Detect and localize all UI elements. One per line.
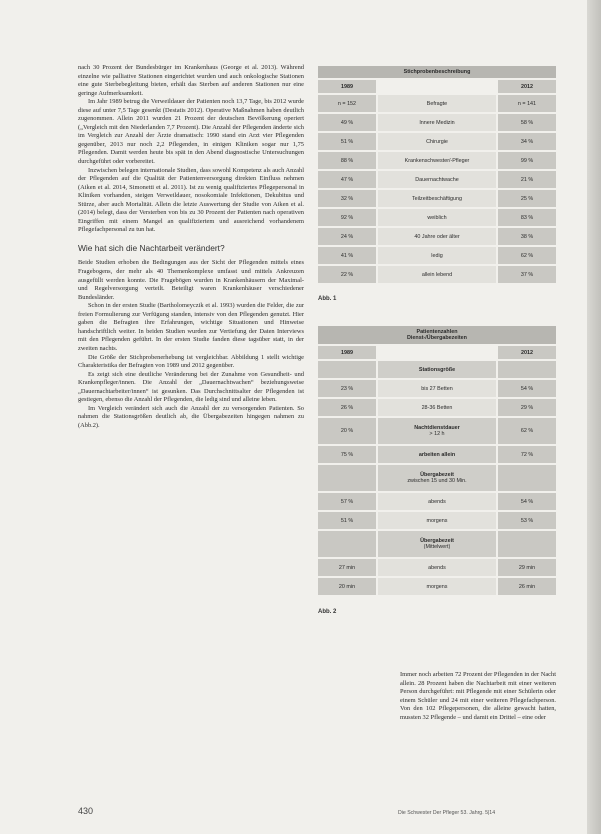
cell-left: 92 % bbox=[318, 209, 376, 226]
cell-left: 20 % bbox=[318, 418, 376, 444]
paragraph: nach 30 Prozent der Bundesbürger im Krankenhaus (George et al. 2013). Während einzelne wie palliative Stationen eingerichtet wurden und auch onkologische Stationen eine gute Sterbebegleitung bieten, erhält das Sterben auf anderen Stationen nur eine geringe Aufmerksamkeit. bbox=[78, 64, 304, 97]
cell-right: 62 % bbox=[498, 418, 556, 444]
section-row bbox=[318, 531, 556, 559]
cell-right: 83 % bbox=[498, 209, 556, 226]
footer: Die Schwester Der Pfleger 53. Jahrg. 5|14 bbox=[398, 810, 496, 816]
cell-label: allein lebend bbox=[378, 266, 496, 283]
table-row bbox=[318, 114, 556, 133]
table-title-line: Dienst-/Übergabezeiten bbox=[407, 335, 467, 341]
cell-right: 29 % bbox=[498, 399, 556, 416]
cell-left: 24 % bbox=[318, 228, 376, 245]
cell-left: 88 % bbox=[318, 152, 376, 169]
section-subtitle: (Mittelwert) bbox=[423, 544, 451, 550]
cell-label: Krankenschwester/-Pfleger bbox=[378, 152, 496, 169]
cell-label: abends bbox=[378, 559, 496, 576]
cell-right: 34 % bbox=[498, 133, 556, 150]
cell-left: 32 % bbox=[318, 190, 376, 207]
table-row bbox=[318, 152, 556, 171]
cell-left: 20 min bbox=[318, 578, 376, 595]
cell-right: 37 % bbox=[498, 266, 556, 283]
cell-left: 27 min bbox=[318, 559, 376, 576]
cell-left: 22 % bbox=[318, 266, 376, 283]
table-title bbox=[318, 326, 556, 346]
year-right: 2012 bbox=[498, 346, 556, 359]
cell-left: 41 % bbox=[318, 247, 376, 264]
figure-caption: Abb. 2 bbox=[318, 609, 337, 615]
cell-label: 28-36 Betten bbox=[378, 399, 496, 416]
table-row bbox=[318, 399, 556, 418]
table-year-header bbox=[318, 346, 556, 361]
cell-left: 26 % bbox=[318, 399, 376, 416]
table-row bbox=[318, 95, 556, 114]
section-subtitle: zwischen 15 und 30 Min. bbox=[407, 478, 467, 484]
cell-label: 40 Jahre oder älter bbox=[378, 228, 496, 245]
table-row bbox=[318, 380, 556, 399]
page-number: 430 bbox=[78, 806, 94, 816]
cell-right: 62 % bbox=[498, 247, 556, 264]
table-row bbox=[318, 266, 556, 285]
cell-label: weiblich bbox=[378, 209, 496, 226]
paragraph: Beide Studien erhoben die Bedingungen aus der Sicht der Pflegenden mittels eines Fragebogens, der mehr als 40 Themenkomplexe umfasst und mittels Ankreuzen ausgefüllt werden konnte. Die Fragebögen wurden in Krankenhäusern der Maximal- und Regelversorgung verteilt. Beteiligt waren Krankenhäuser verschiedener Bundesländer. bbox=[78, 259, 304, 301]
section-title: Übergabezeit bbox=[420, 538, 454, 544]
cell-left: 51 % bbox=[318, 133, 376, 150]
section-label bbox=[378, 465, 496, 491]
table-stichprobe bbox=[318, 66, 556, 285]
table-row bbox=[318, 446, 556, 465]
cell-right: 54 % bbox=[498, 493, 556, 510]
section-heading: Wie hat sich die Nachtarbeit verändert? bbox=[78, 242, 225, 253]
section-title: Nachtdienstdauer bbox=[414, 425, 460, 431]
table-row bbox=[318, 133, 556, 152]
paragraph: Schon in der ersten Studie (Bartholomeyczik et al. 1993) wurden die Felder, die zur freien Formulierung zur Verfügung standen, intensiv von den Pflegenden genutzt. Hier gaben die Befragten ihre Erfahrungen, wichtige Situationen und Hinweise handschriftlich weiter. In beiden Studien wurden zur Vertiefung der Daten Interviews mit den Pflegenden geführt. In der ersten Studie fanden diese tagsüber statt, in der zweiten nachts. bbox=[78, 302, 304, 352]
section-label: Stationsgröße bbox=[378, 361, 496, 378]
table-title-line: Patientenzahlen bbox=[416, 329, 458, 335]
table-row bbox=[318, 190, 556, 209]
cell-label: abends bbox=[378, 493, 496, 510]
cell-left: n = 152 bbox=[318, 95, 376, 112]
year-left: 1989 bbox=[318, 346, 376, 359]
cell-left: 51 % bbox=[318, 512, 376, 529]
section-title: Übergabezeit bbox=[420, 472, 454, 478]
table-row bbox=[318, 228, 556, 247]
cell-right: 25 % bbox=[498, 190, 556, 207]
paragraph: Im Jahr 1989 betrug die Verweildauer der Patienten noch 13,7 Tage, bis 2012 wurde diese auf unter 7,5 Tage gesenkt (Destatis 2012). Operative Maßnahmen haben deutlich zugenommen. Allein 2011 wurden 21 Prozent der deutschen Bevölkerung operiert („Vergleich mit den Niederlanden 7,7 Prozent). Die Anzahl der Pflegenden änderte sich im Vergleich zur Anzahl der Ärzte dramatisch: 1990 stand ein Arzt vier Pflegenden gegenüber, 2013 nur noch 2,2 Pflegenden, in einigen Kliniken sogar nur 1,75 Pflegenden. Damit werden heute bis spät in den Abend diagnostische Untersuchungen durchgeführt oder vorbereitet. bbox=[78, 98, 304, 166]
cell-label: morgens bbox=[378, 512, 496, 529]
left-column bbox=[78, 64, 304, 430]
cell-label: bis 27 Betten bbox=[378, 380, 496, 397]
table-row bbox=[318, 418, 556, 446]
section-row bbox=[318, 361, 556, 380]
cell-right: 99 % bbox=[498, 152, 556, 169]
table-patientenzahlen bbox=[318, 326, 556, 597]
table-row bbox=[318, 578, 556, 597]
cell-left: 47 % bbox=[318, 171, 376, 188]
right-column bbox=[400, 671, 556, 723]
cell-label: Dauernachtwache bbox=[378, 171, 496, 188]
cell-left: 57 % bbox=[318, 493, 376, 510]
table-row bbox=[318, 493, 556, 512]
year-spacer bbox=[378, 346, 496, 359]
table-row bbox=[318, 559, 556, 578]
cell-right: 29 min bbox=[498, 559, 556, 576]
paragraph: Die Größe der Stichprobenerhebung ist vergleichbar. Abbildung 1 stellt wichtige Charakteristika der Befragten von 1989 und 2012 gegenüber. bbox=[78, 353, 304, 370]
cell-right: 58 % bbox=[498, 114, 556, 131]
section-label bbox=[378, 531, 496, 557]
cell-left: 75 % bbox=[318, 446, 376, 463]
page-edge bbox=[587, 0, 601, 834]
paragraph: Es zeigt sich eine deutliche Veränderung bei der Zunahme von Gesundheit- und Krankenpfleger/innen. Die Anzahl der „Dauernachtwachen“ beziehungsweise „Dauernachtarbeiter/innen“ ist gesunken. Das Durchschnittsalter der Pflegenden ist gestiegen, ebenso die Anzahl der Pflegenden, die ledig sind und alleine leben. bbox=[78, 370, 304, 404]
cell-label: morgens bbox=[378, 578, 496, 595]
cell-label: Teilzeitbeschäftigung bbox=[378, 190, 496, 207]
year-spacer bbox=[378, 80, 496, 93]
cell-label: ledig bbox=[378, 247, 496, 264]
cell-right: 72 % bbox=[498, 446, 556, 463]
cell-left: 23 % bbox=[318, 380, 376, 397]
section-label bbox=[378, 418, 496, 444]
table-year-header bbox=[318, 80, 556, 95]
table-row bbox=[318, 209, 556, 228]
cell-right: 21 % bbox=[498, 171, 556, 188]
cell-right: n = 141 bbox=[498, 95, 556, 112]
section-row bbox=[318, 465, 556, 493]
paragraph: Immer noch arbeiten 72 Prozent der Pflegenden in der Nacht allein. 28 Prozent haben die Nachtarbeit mit einer weiteren Person durchgeführt: mit Pflegende mit einer Schülerin oder einem Schüler und 24 mit einer weiteren Pflegefachperson. Von den 102 Pflegepersonen, die alleine gewacht hatten, mussten 32 Pflegende – und damit ein Drittel – eine oder bbox=[400, 671, 556, 721]
cell-label: arbeiten allein bbox=[378, 446, 496, 463]
cell-label: Chirurgie bbox=[378, 133, 496, 150]
cell-left: 49 % bbox=[318, 114, 376, 131]
paragraph: Inzwischen belegen internationale Studien, dass sowohl Kompetenz als auch Anzahl der Pflegenden auf die Qualität der Patientenversorgung direkten Einfluss nehmen (Aiken et al. 2014, Simonetti et al. 2011). Ist zu wenig qualifiziertes Pflegepersonal in Kliniken vorhanden, steigen Verweildauer, nosokomiale Infektionen, Dekubitus und Stürze, aber auch Mortalität. Allein die letzte Auswertung der Studie von Aiken et al. (2014) belegt, dass der Versterben von bis zu 30 Prozent der Patienten nach operativen Eingriffen mit einem Mangel an qualifiziertem und ausreichend vorhandenem Pflegefachpersonal zu tun hat. bbox=[78, 166, 304, 234]
table-title: Stichprobenbeschreibung bbox=[318, 66, 556, 80]
table-row bbox=[318, 512, 556, 531]
year-right: 2012 bbox=[498, 80, 556, 93]
figure-caption: Abb. 1 bbox=[318, 296, 337, 302]
cell-label: > 12 h bbox=[429, 431, 445, 437]
year-left: 1989 bbox=[318, 80, 376, 93]
cell-right: 26 min bbox=[498, 578, 556, 595]
cell-label: Befragte bbox=[378, 95, 496, 112]
table-row bbox=[318, 171, 556, 190]
cell-label: Innere Medizin bbox=[378, 114, 496, 131]
table-row bbox=[318, 247, 556, 266]
paragraph: Im Vergleich verändert sich auch die Anzahl der zu versorgenden Patienten. So nahmen die Stationsgrößen deutlich ab, die Übergabezeiten hingegen nahmen zu (Abb.2). bbox=[78, 404, 304, 429]
cell-right: 38 % bbox=[498, 228, 556, 245]
cell-right: 53 % bbox=[498, 512, 556, 529]
cell-right: 54 % bbox=[498, 380, 556, 397]
